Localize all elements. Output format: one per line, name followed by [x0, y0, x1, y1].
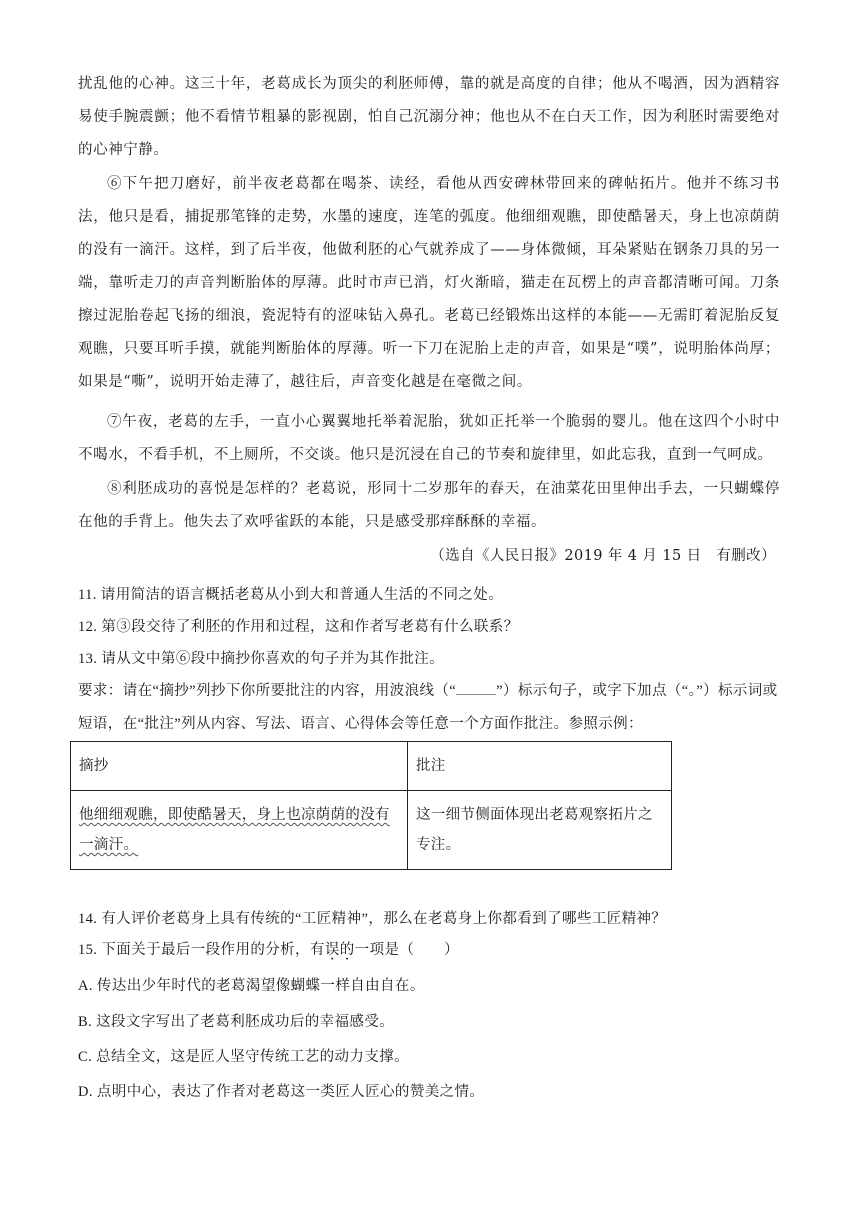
- option-b: B. 这段文字写出了老葛利胚成功后的幸福感受。: [78, 1014, 395, 1030]
- question-15-text-b: 一项是（ ）: [354, 942, 459, 958]
- emphasis-dot-char-2: 的: [339, 942, 355, 958]
- option-a: A. 传达出少年时代的老葛渴望像蝴蝶一样自由自在。: [78, 978, 425, 994]
- question-11: 11. 请用简洁的语言概括老葛从小到大和普通人生活的不同之处。: [78, 587, 504, 603]
- passage-paragraph-6: ⑥下午把刀磨好，前半夜老葛都在喝茶、读经，看他从西安碑林带回来的碑帖拓片。他并不练习书法，他只是看，捕捉那笔锋的走势，水墨的速度，连笔的弧度。他细细观瞧，即使酷暑天，身上也凉荫荫的没有一滴汗。这样，到了后半夜，他做利胚的心气就养成了——身体微倾，耳朵紧贴在钢条刀具的另一端，靠听走刀的声音判断胎体的厚薄。此时市声已消，灯火渐暗，猫走在瓦楞上的声音都清晰可闻。刀条擦过泥胎卷起飞扬的细浪，瓷泥特有的涩味钻入鼻孔。老葛已经锻炼出这样的本能——无需盯着泥胎反复观瞧，只要耳听手摸，就能判断胎体的厚薄。听一下刀在泥胎上走的声音，如果是“噗”，说明胎体尚厚；如果是“嘶”，说明开始走薄了，越往后，声音变化越是在毫微之间。: [78, 176, 780, 390]
- passage-paragraph-continued: 扰乱他的心神。这三十年，老葛成长为顶尖的利胚师傅，靠的就是高度的自律；他从不喝酒，因为酒精容易使手腕震颤；他不看情节粗暴的影视剧，怕自己沉溺分神；他也从不在白天工作，因为利胚时需要绝对的心神宁静。: [78, 76, 780, 158]
- question-13: 13. 请从文中第⑥段中摘抄你喜欢的句子并为其作批注。: [78, 651, 445, 667]
- comment-cell: 这一细节侧面体现出老葛观察拓片之专注。: [408, 791, 672, 870]
- emphasis-dot-char-1: 误: [324, 942, 340, 958]
- passage-paragraph-7: ⑦午夜，老葛的左手，一直小心翼翼地托举着泥胎，犹如正托举一个脆弱的婴儿。他在这四个小时中不喝水，不看手机，不上厕所，不交谈。他只是沉浸在自己的节奏和旋律里，如此忘我，直到一气呵成。: [78, 414, 780, 463]
- question-14: 14. 有人评价老葛身上具有传统的“工匠精神”，那么在老葛身上你都看到了哪些工匠精神？: [78, 911, 667, 927]
- option-d: D. 点明中心，表达了作者对老葛这一类匠人匠心的赞美之情。: [78, 1084, 485, 1100]
- wavy-line-sample: [456, 682, 496, 695]
- requirement-text-part1: 要求：请在“摘抄”列抄下你所要批注的内容，用波浪线（“: [78, 683, 457, 699]
- passage-paragraph-8: ⑧利胚成功的喜悦是怎样的？老葛说，形同十二岁那年的春天，在油菜花田里伸出手去，一只蝴蝶停在他的手背上。他失去了欢呼雀跃的本能，只是感受那痒酥酥的幸福。: [78, 481, 780, 530]
- excerpt-text: 他细细观瞧，即使酷暑天，身上也凉荫荫的没有一滴汗。: [79, 807, 390, 853]
- column-header-excerpt: 摘抄: [71, 742, 408, 791]
- option-c: C. 总结全文，这是匠人坚守传统工艺的动力支撑。: [78, 1049, 410, 1065]
- question-12: 12. 第③段交待了利胚的作用和过程，这和作者写老葛有什么联系？: [78, 619, 519, 635]
- column-header-comment: 批注: [408, 742, 672, 791]
- requirement-text-part2: ”）标示句子，或字下加点（“。”）标示词或短语，在“批注”列从内容、写法、语言、心得体会等任意一个方面作批注。参照示例：: [78, 683, 778, 732]
- table-row: [71, 791, 672, 870]
- question-15: [78, 938, 459, 962]
- passage-source: （选自《人民日报》2019 年 4 月 15 日 有删改）: [430, 548, 776, 564]
- question-15-text-a: 15. 下面关于最后一段作用的分析，有: [78, 942, 325, 958]
- annotation-table: [70, 741, 672, 870]
- question-13-requirement: [78, 675, 782, 741]
- table-header-row: [71, 742, 672, 791]
- excerpt-cell: [71, 791, 408, 870]
